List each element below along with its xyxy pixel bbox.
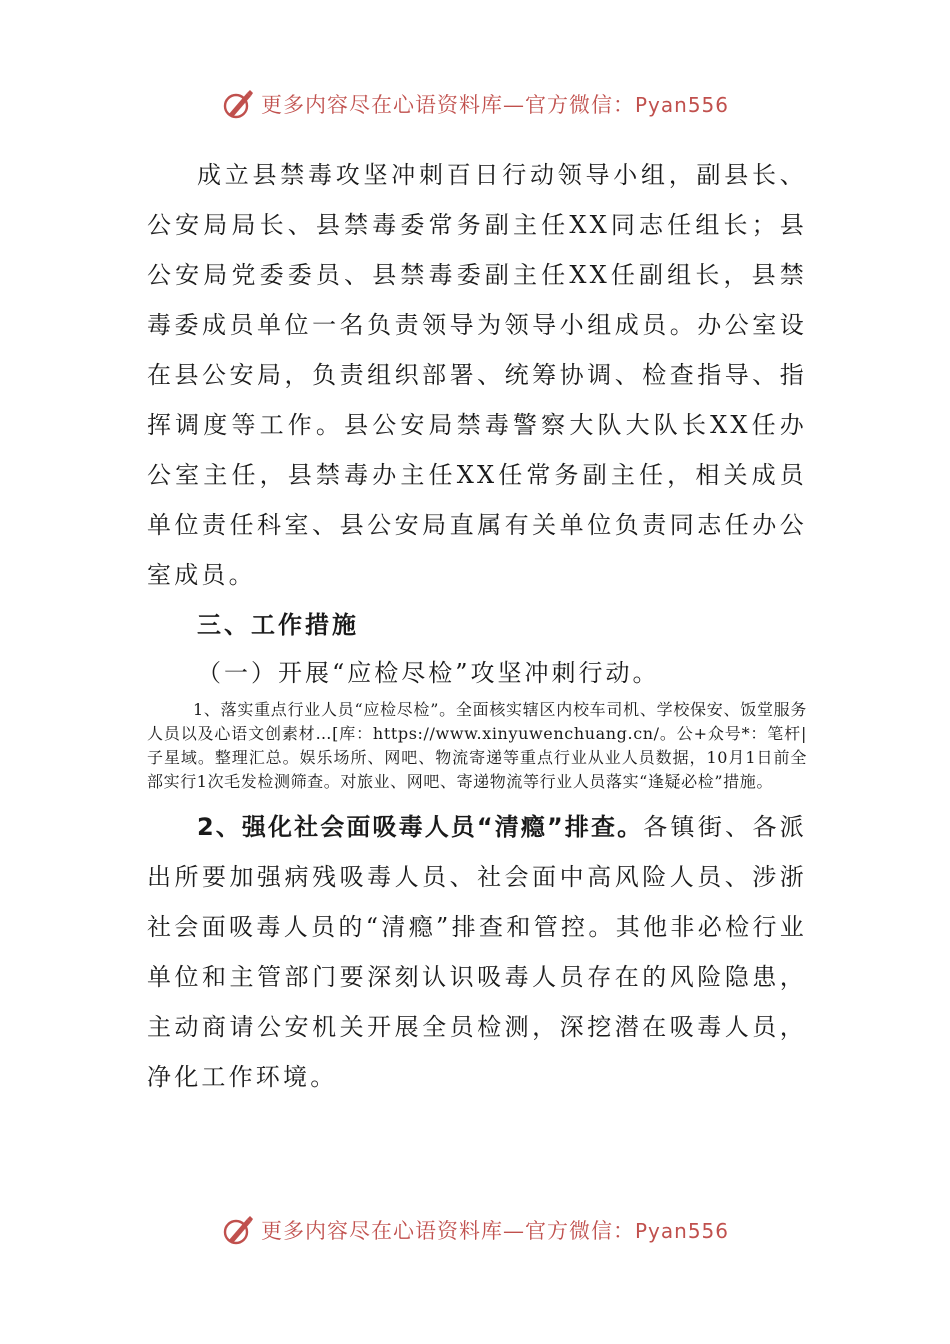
item-2-lead: 2、强化社会面吸毒人员“清瘾”排查。 — [197, 813, 644, 841]
watermark-text — [261, 1215, 729, 1245]
item-2-body: 各镇街、各派出所要加强病残吸毒人员、社会面中高风险人员、涉浙社会面吸毒人员的“清瘾”排查和管控。其他非必检行业单位和主管部门要深刻认识吸毒人员存在的风险隐患，主动商请公安机关开展全员检测，深挖潜在吸毒人员，净化工作环境。 — [147, 813, 808, 1091]
watermark-label: 更多内容尽在心语资料库—官方微信： — [260, 1219, 635, 1243]
watermark-label: 更多内容尽在心语资料库—官方微信： — [260, 93, 635, 117]
watermark-id: Pyan556 — [634, 1219, 729, 1243]
paragraph-leading-group: 成立县禁毒攻坚冲刺百日行动领导小组，副县长、公安局局长、县禁毒委常务副主任XX同志任组长；县公安局党委委员、县禁毒委副主任XX任副组长，县禁毒委成员单位一名负责领导为领导小组成员。办公室设在县公安局，负责组织部署、统筹协调、检查指导、指挥调度等工作。县公安局禁毒警察大队大队长XX任办公室主任，县禁毒办主任XX任常务副主任，相关成员单位责任科室、县公安局直属有关单位负责同志任办公室成员。 — [147, 161, 807, 589]
section-heading-work-measures: 三、工作措施 — [197, 611, 359, 639]
watermark-id: Pyan556 — [634, 93, 729, 117]
item-1-paragraph: 1、落实重点行业人员“应检尽检”。全面核实辖区内校车司机、学校保安、饭堂服务人员以及心语文创素材…[库：https://www.xinyuwenchuang.cn/。公+众号*：笔杆|子星域。整理汇总。娱乐场所、网吧、物流寄递等重点行业从业人员数据，10月1日前全部实行1次毛发检测筛查。对旅业、网吧、寄递物流等行业人员落实“逢疑必检”措施。 — [147, 700, 807, 791]
pen-in-circle-icon — [221, 87, 255, 121]
footer-watermark — [0, 1210, 950, 1250]
pen-in-circle-icon — [221, 1213, 255, 1247]
document-body — [147, 150, 807, 1102]
item-2-paragraph — [147, 802, 807, 1102]
watermark-text — [261, 89, 729, 119]
header-watermark — [0, 84, 950, 124]
subsection-heading-1: （一）开展“应检尽检”攻坚冲刺行动。 — [197, 659, 660, 687]
